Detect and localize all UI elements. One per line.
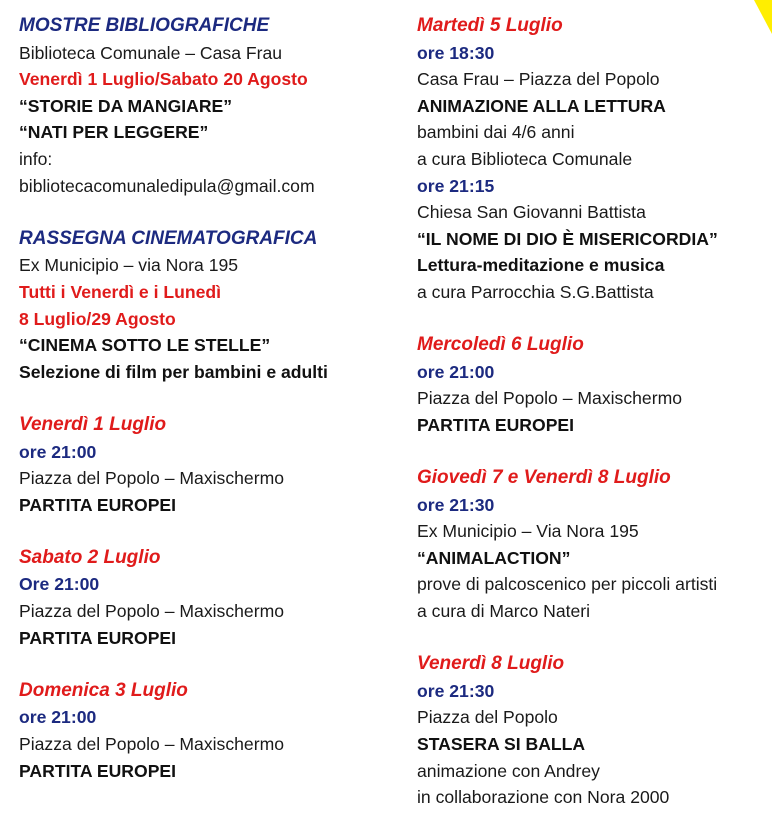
event-detail: in collaborazione con Nora 2000 <box>417 787 670 808</box>
event-detail: Piazza del Popolo <box>417 707 558 728</box>
event-title: ANIMAZIONE ALLA LETTURA <box>417 95 666 116</box>
event-title: “IL NOME DI DIO È MISERICORDIA” <box>417 228 718 249</box>
event-date-heading: Domenica 3 Luglio <box>19 679 188 701</box>
section-heading: MOSTRE BIBLIOGRAFICHE <box>19 15 270 36</box>
event-title: STASERA SI BALLA <box>417 734 586 755</box>
spacer <box>417 625 767 652</box>
event-date-heading: Venerdì 1 Luglio <box>19 413 167 435</box>
event-time: ore 21:00 <box>19 707 97 728</box>
event-title: Lettura-meditazione e musica <box>417 255 665 276</box>
event-detail: a cura Biblioteca Comunale <box>417 148 633 169</box>
event-detail: Casa Frau – Piazza del Popolo <box>417 69 660 90</box>
event-title: PARTITA EUROPEI <box>19 760 177 781</box>
event-title: “STORIE DA MANGIARE” <box>19 95 233 116</box>
event-detail: bambini dai 4/6 anni <box>417 122 575 143</box>
section-heading: RASSEGNA CINEMATOGRAFICA <box>19 227 318 249</box>
event-detail: animazione con Andrey <box>417 760 600 781</box>
event-detail: info: <box>19 148 53 169</box>
event-date-heading: Giovedì 7 e Venerdì 8 Luglio <box>417 467 671 489</box>
event-time: ore 21:30 <box>417 494 495 515</box>
event-title: PARTITA EUROPEI <box>417 414 575 435</box>
event-detail: a cura Parrocchia S.G.Battista <box>417 281 654 302</box>
event-detail: Piazza del Popolo – Maxischermo <box>19 734 285 755</box>
event-detail: Ex Municipio – Via Nora 195 <box>417 521 639 542</box>
event-date-heading: Martedì 5 Luglio <box>417 15 563 36</box>
event-time: ore 18:30 <box>417 42 495 63</box>
event-detail: Ex Municipio – via Nora 195 <box>19 255 239 276</box>
event-detail: prove di palcoscenico per piccoli artisti <box>417 574 718 595</box>
spacer <box>19 651 394 678</box>
event-title: Selezione di film per bambini e adulti <box>19 361 328 382</box>
event-time: ore 21:00 <box>417 361 495 382</box>
date-range-text: Venerdì 1 Luglio/Sabato 20 Agosto <box>19 69 308 90</box>
event-title: “NATI PER LEGGERE” <box>19 122 209 143</box>
spacer <box>19 199 394 226</box>
date-range-text: 8 Luglio/29 Agosto <box>19 308 176 329</box>
event-title: “CINEMA SOTTO LE STELLE” <box>19 335 271 356</box>
spacer <box>417 306 767 333</box>
event-detail: Piazza del Popolo – Maxischermo <box>19 601 285 622</box>
date-range-text: Tutti i Venerdì e i Lunedì <box>19 281 222 302</box>
event-date-heading: Sabato 2 Luglio <box>19 546 161 568</box>
event-time: Ore 21:00 <box>19 574 100 595</box>
event-time: ore 21:30 <box>417 680 495 701</box>
spacer <box>417 439 767 466</box>
event-detail: Piazza del Popolo – Maxischermo <box>417 388 683 409</box>
spacer <box>19 385 394 412</box>
event-time: ore 21:00 <box>19 441 97 462</box>
event-date-heading: Mercoledì 6 Luglio <box>417 334 584 356</box>
event-title: “ANIMALACTION” <box>417 547 571 568</box>
event-detail: Piazza del Popolo – Maxischermo <box>19 468 285 489</box>
event-title: PARTITA EUROPEI <box>19 627 177 648</box>
event-detail: a cura di Marco Nateri <box>417 601 591 622</box>
event-detail: bibliotecacomunaledipula@gmail.com <box>19 175 315 196</box>
right-column <box>417 13 767 811</box>
event-date-heading: Venerdì 8 Luglio <box>417 653 565 675</box>
spacer <box>19 518 394 545</box>
event-detail: Biblioteca Comunale – Casa Frau <box>19 42 283 63</box>
event-time: ore 21:15 <box>417 175 495 196</box>
left-column <box>19 13 394 784</box>
event-detail: Chiesa San Giovanni Battista <box>417 202 646 223</box>
event-title: PARTITA EUROPEI <box>19 494 177 515</box>
